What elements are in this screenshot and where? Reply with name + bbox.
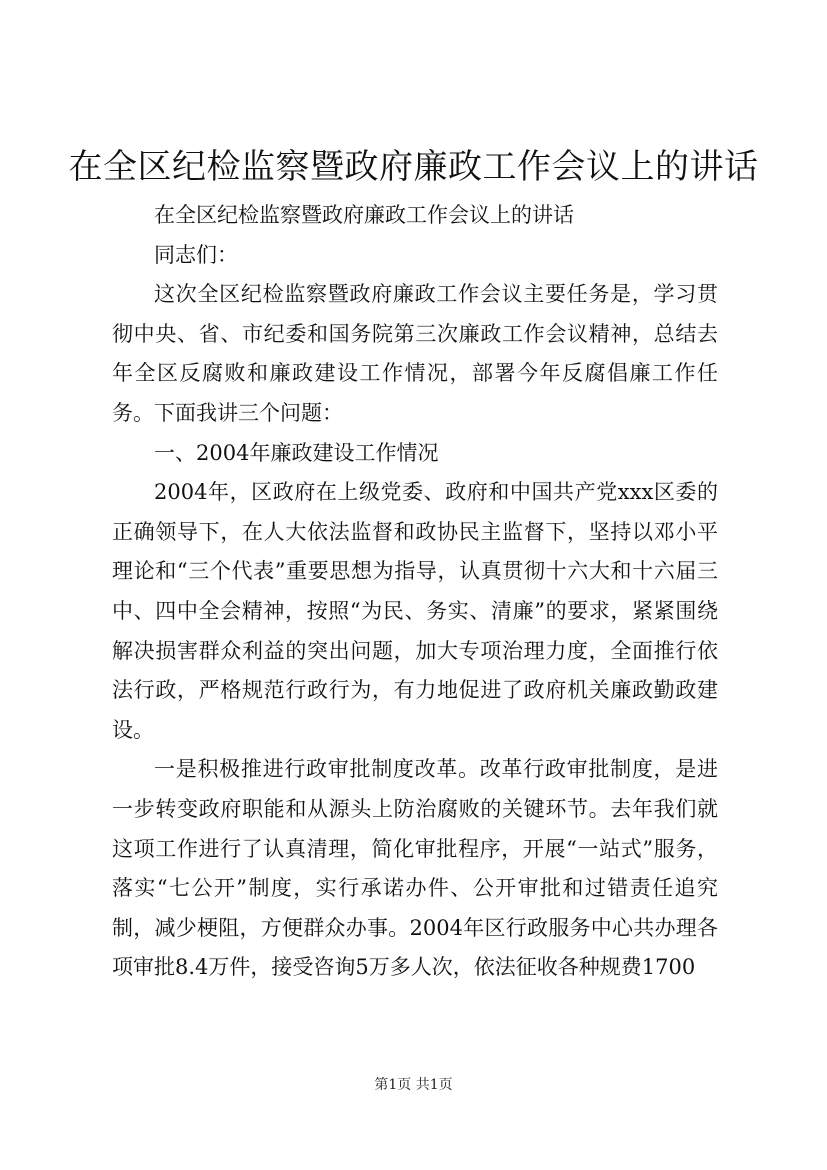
page-footer: 第1页 共1页 [374,1077,453,1093]
document-title: 在全区纪检监察暨政府廉政工作会议上的讲话 [68,147,759,187]
salutation-paragraph: 同志们： [154,242,238,267]
intro-paragraph: 这次全区纪检监察暨政府廉政工作会议主要任务是，学习贯彻中央、省、市纪委和国务院第三次廉政工作会议精神，总结去年全区反腐败和廉政建设工作情况，部署今年反腐倡廉工作任务。下面我讲三个问题： [112,282,718,425]
subtitle-paragraph: 在全区纪检监察暨政府廉政工作会议上的讲话 [154,203,574,227]
summary-paragraph: 2004年，区政府在上级党委、政府和中国共产党xxx区委的正确领导下，在人大依法监督和政协民主监督下，坚持以邓小平理论和“三个代表”重要思想为指导，认真贯彻十六大和十六届三中、四中全会精神，按照“为民、务实、清廉”的要求，紧紧围绕解决损害群众利益的突出问题，加大专项治理力度，全面推行依法行政，严格规范行政行为，有力地促进了政府机关廉政勤政建设。 [112,480,718,742]
section-heading: 一、2004年廉政建设工作情况 [154,440,439,465]
reform-paragraph: 一是积极推进行政审批制度改革。改革行政审批制度，是进一步转变政府职能和从源头上防治腐败的关键环节。去年我们就这项工作进行了认真清理，简化审批程序，开展“一站式”服务，落实“七公开”制度，实行承诺办件、公开审批和过错责任追究制，减少梗阻，方便群众办事。2004年区行政服务中心共办理各项审批8.4万件，接受咨询5万多人次，依法征收各种规费1700 [112,757,718,980]
document-body [112,196,718,988]
